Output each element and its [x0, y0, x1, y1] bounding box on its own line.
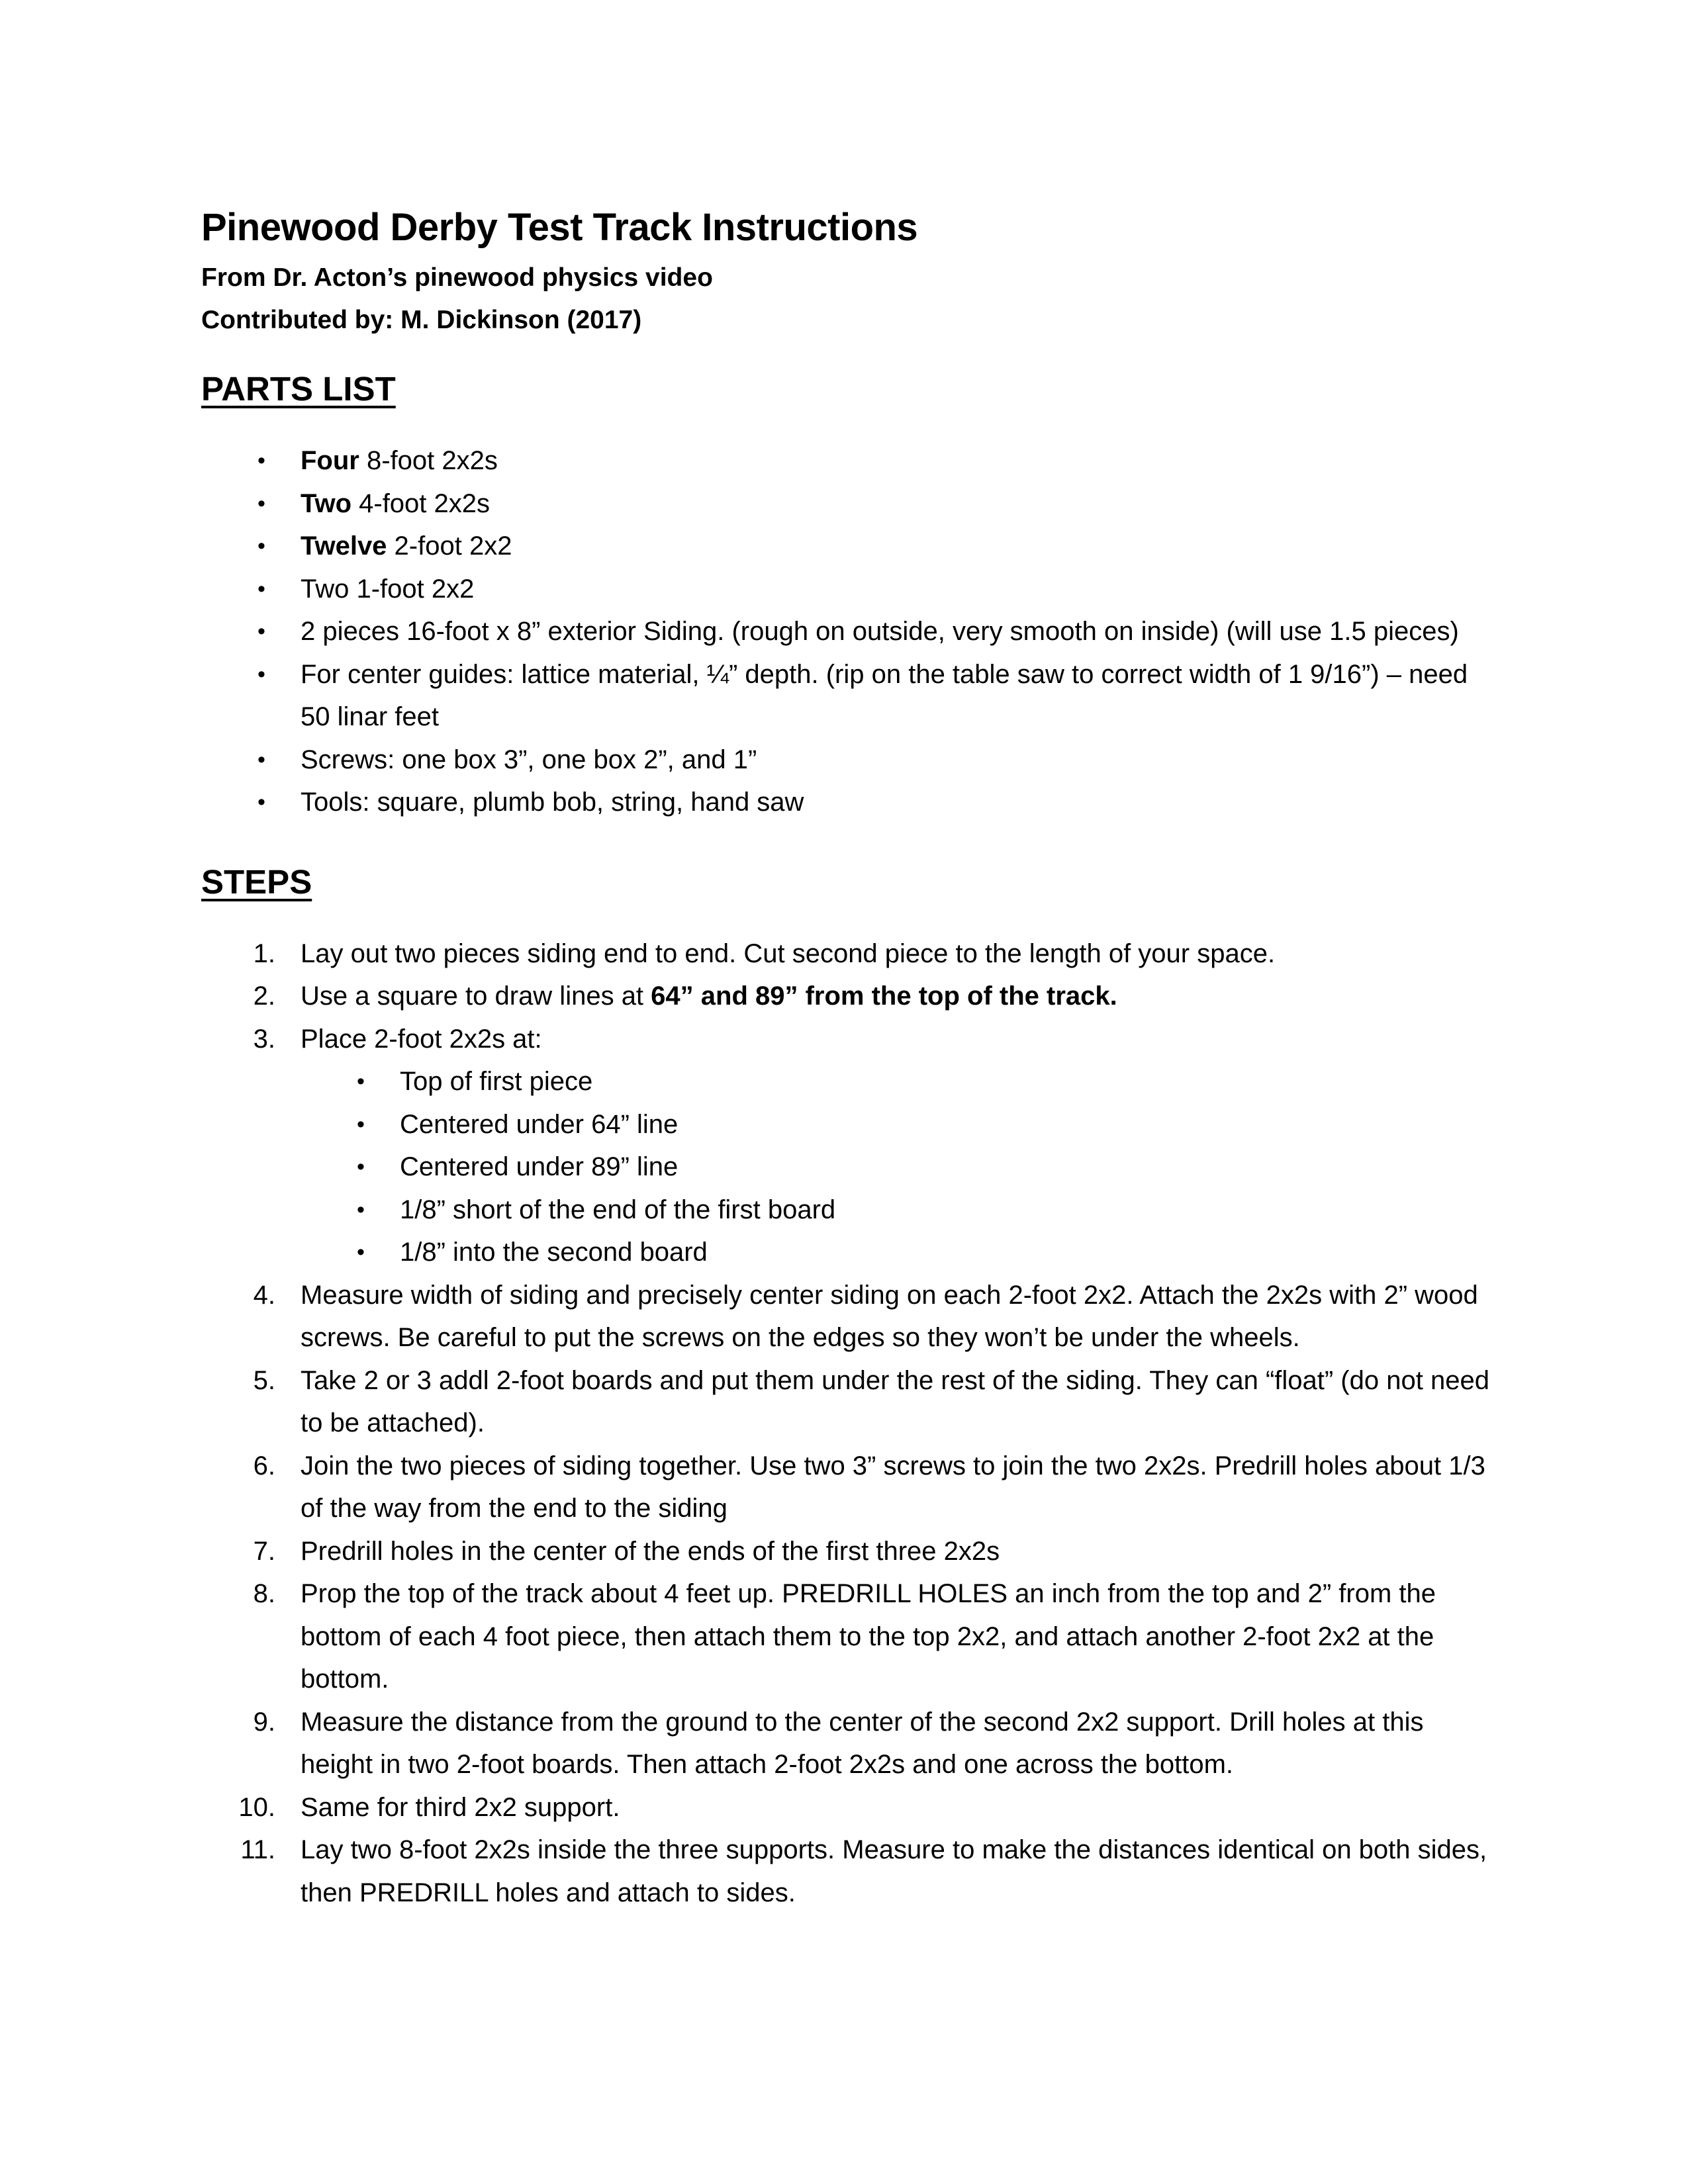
part-quantity: Four [301, 446, 359, 475]
step-text: Place 2-foot 2x2s at: [301, 1024, 542, 1054]
steps-heading: STEPS [201, 862, 312, 901]
part-quantity: Two [301, 488, 352, 518]
parts-list-item [201, 653, 1499, 739]
step-3-sublist [201, 1060, 1499, 1274]
step-text: Use a square to draw lines at [301, 981, 651, 1011]
step-item [201, 1530, 1499, 1573]
step-item [201, 1829, 1499, 1914]
part-description: Screws: one box 3”, one box 2”, and 1” [301, 745, 757, 774]
sub-list-item [201, 1189, 1499, 1232]
step-number: 11. [240, 1835, 275, 1864]
parts-list [201, 439, 1499, 824]
bullet-icon: • [258, 619, 265, 644]
step-item [201, 1786, 1499, 1829]
part-quantity: Twelve [301, 531, 387, 561]
part-description: For center guides: lattice material, ¼” depth. (rip on the table saw to correct width of 1 9/16”) – need 50 linar feet [301, 659, 1468, 731]
bullet-icon: • [357, 1240, 365, 1265]
step-item [201, 1572, 1499, 1701]
part-description: Tools: square, plumb bob, string, hand saw [301, 788, 804, 817]
step-text: Join the two pieces of siding together. Use two 3” screws to join the two 2x2s. Predrill holes about 1/3 of the way from the end to the siding [301, 1451, 1485, 1523]
sub-list-item [201, 1060, 1499, 1103]
bullet-icon: • [258, 448, 265, 473]
step-item [201, 1018, 1499, 1274]
parts-list-heading: PARTS LIST [201, 370, 396, 408]
bullet-icon: • [357, 1197, 365, 1222]
step-item [201, 1274, 1499, 1359]
bullet-icon: • [258, 490, 265, 516]
step-number: 2. [253, 981, 275, 1011]
step-text: Predrill holes in the center of the ends of the first three 2x2s [301, 1536, 1000, 1566]
part-description: 4-foot 2x2s [352, 488, 491, 518]
sub-item-text: 1/8” short of the end of the first board [400, 1195, 836, 1224]
step-text: Lay two 8-foot 2x2s inside the three supports. Measure to make the distances identical on both sides, then PREDRILL holes and attach to sides. [301, 1835, 1487, 1907]
step-item [201, 975, 1499, 1018]
parts-list-item [201, 610, 1499, 653]
step-text: Same for third 2x2 support. [301, 1792, 620, 1822]
part-description: 2-foot 2x2 [387, 531, 512, 561]
step-text: Lay out two pieces siding end to end. Cut second piece to the length of your space. [301, 938, 1276, 968]
sub-item-text: Centered under 89” line [400, 1152, 679, 1181]
bullet-icon: • [258, 661, 265, 687]
part-description: 2 pieces 16-foot x 8” exterior Siding. (rough on outside, very smooth on inside) (will use 1.5 pieces) [301, 617, 1459, 646]
step-item [201, 1701, 1499, 1786]
step-emphasis: 64” and 89” from the top of the track. [651, 981, 1117, 1011]
bullet-icon: • [357, 1069, 365, 1094]
step-number: 5. [253, 1365, 275, 1395]
parts-list-item [201, 482, 1499, 525]
sub-item-text: 1/8” into the second board [400, 1238, 708, 1267]
parts-list-item [201, 439, 1499, 482]
bullet-icon: • [258, 576, 265, 602]
steps-list [201, 933, 1499, 1915]
parts-list-item [201, 781, 1499, 824]
parts-list-item [201, 525, 1499, 568]
document-page [201, 199, 1499, 1914]
step-text: Measure width of siding and precisely center siding on each 2-foot 2x2. Attach the 2x2s with 2” wood screws. Be careful to put the screws on the edges so they won’t be under the wheels. [301, 1280, 1478, 1352]
part-description: 8-foot 2x2s [359, 446, 498, 475]
step-item [201, 1445, 1499, 1530]
step-number: 1. [253, 938, 275, 968]
step-number: 7. [253, 1536, 275, 1566]
step-item [201, 933, 1499, 976]
bullet-icon: • [357, 1111, 365, 1137]
step-number: 10. [238, 1792, 275, 1822]
sub-list-item [201, 1231, 1499, 1274]
sub-item-text: Centered under 64” line [400, 1109, 679, 1139]
sub-list-item [201, 1103, 1499, 1146]
bullet-icon: • [357, 1154, 365, 1179]
sub-item-text: Top of first piece [400, 1067, 593, 1096]
step-number: 9. [253, 1707, 275, 1737]
bullet-icon: • [258, 747, 265, 772]
step-number: 8. [253, 1579, 275, 1608]
step-text: Prop the top of the track about 4 feet up. PREDRILL HOLES an inch from the top and 2” from the bottom of each 4 foot piece, then attach them to the top 2x2, and attach another 2-foot 2x2 at the bottom. [301, 1579, 1436, 1694]
sub-list-item [201, 1146, 1499, 1189]
step-text: Take 2 or 3 addl 2-foot boards and put them under the rest of the siding. They can “float” (do not need to be attached). [301, 1365, 1489, 1437]
step-number: 4. [253, 1280, 275, 1310]
contributor-line: Contributed by: M. Dickinson (2017) [201, 306, 642, 334]
bullet-icon: • [258, 790, 265, 815]
step-text: Measure the distance from the ground to the center of the second 2x2 support. Drill holes at this height in two 2-foot boards. Then attach 2-foot 2x2s and one across the bottom. [301, 1707, 1424, 1779]
step-number: 3. [253, 1024, 275, 1054]
step-item [201, 1359, 1499, 1445]
document-title: Pinewood Derby Test Track Instructions [201, 206, 918, 249]
bullet-icon: • [258, 533, 265, 559]
source-line: From Dr. Acton’s pinewood physics video [201, 263, 713, 292]
parts-list-item [201, 568, 1499, 611]
parts-list-item [201, 739, 1499, 782]
step-number: 6. [253, 1451, 275, 1480]
part-description: Two 1-foot 2x2 [301, 574, 475, 604]
